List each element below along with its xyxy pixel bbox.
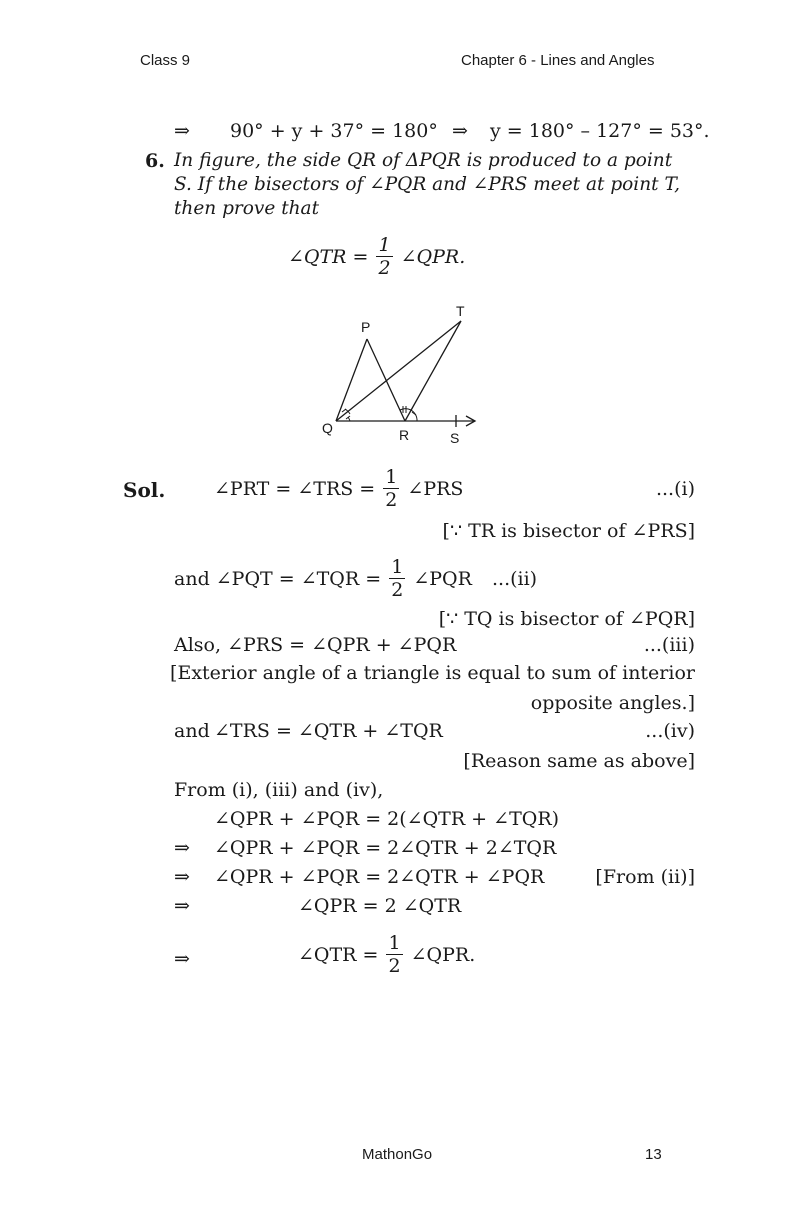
step-2-rhs: ∠PQR	[413, 568, 472, 590]
step-2-fraction	[389, 558, 405, 600]
solution-step-3: Also, ∠PRS = ∠QPR + ∠PQR	[174, 634, 457, 656]
question-line-3: then prove that	[174, 198, 320, 219]
fraction-numerator: 1	[378, 234, 391, 256]
step-1-lhs: ∠PRT = ∠TRS =	[214, 478, 376, 500]
label-p: P	[361, 319, 371, 335]
implies-icon: ⇒	[174, 837, 190, 859]
ref-ii: ...(ii)	[491, 568, 538, 590]
to-prove-fraction	[376, 236, 392, 278]
triangle-figure	[310, 295, 500, 450]
fraction-denominator: 2	[378, 257, 391, 279]
final-equation	[298, 934, 475, 976]
prev-implies-2: ⇒	[452, 120, 468, 142]
reason-1: [∵ TR is bisector of ∠PRS]	[442, 520, 695, 542]
fraction-numerator: 1	[388, 932, 401, 954]
reason-2: [∵ TQ is bisector of ∠PQR]	[438, 608, 695, 630]
fraction-denominator: 2	[388, 955, 401, 977]
derivation-line-1: ∠QPR + ∠PQR = 2(∠QTR + ∠TQR)	[214, 808, 560, 830]
derivation-line-4: ∠QPR = 2 ∠QTR	[298, 895, 462, 917]
reason-3-line-2: opposite angles.]	[530, 692, 695, 714]
final-rhs: ∠QPR.	[410, 944, 476, 966]
label-q: Q	[322, 420, 333, 436]
label-t: T	[456, 303, 465, 319]
to-prove-lhs: ∠QTR =	[288, 246, 369, 268]
fraction-denominator: 2	[385, 489, 398, 511]
implies-icon: ⇒	[174, 895, 190, 917]
side-pr	[367, 339, 405, 421]
step-4-prefix: and	[174, 720, 210, 742]
reason-3-line-1: [Exterior angle of a triangle is equal to sum of interior	[170, 662, 695, 684]
reason-4: [Reason same as above]	[463, 750, 695, 772]
question-line-1: In figure, the side QR of ΔPQR is produced to a point	[174, 150, 673, 171]
solution-step-4: ∠TRS = ∠QTR + ∠TQR	[214, 720, 443, 742]
ref-iii: ...(iii)	[643, 634, 695, 656]
header-class: Class 9	[140, 52, 191, 69]
to-prove-equation	[288, 236, 465, 278]
page-number: 13	[645, 1146, 662, 1163]
ref-i: ...(i)	[655, 478, 695, 500]
ref-iv: ...(iv)	[645, 720, 695, 742]
final-fraction	[386, 934, 402, 976]
to-prove-rhs: ∠QPR.	[400, 246, 466, 268]
solution-step-2	[174, 558, 537, 600]
fraction-numerator: 1	[385, 466, 398, 488]
prev-implies-1: ⇒	[174, 120, 190, 142]
derivation-line-3: ∠QPR + ∠PQR = 2∠QTR + ∠PQR	[214, 866, 545, 888]
fraction-denominator: 2	[391, 579, 404, 601]
step-1-fraction	[383, 468, 399, 510]
footer-brand: MathonGo	[362, 1146, 433, 1163]
label-r: R	[399, 427, 410, 443]
implies-icon: ⇒	[174, 948, 190, 970]
prev-equation-2: y = 180° – 127° = 53°.	[490, 120, 710, 142]
solution-step-1	[214, 468, 463, 510]
bisector-rt	[405, 321, 461, 421]
question-line-2: S. If the bisectors of ∠PQR and ∠PRS meet at point T,	[174, 174, 680, 195]
solution-label: Sol.	[123, 478, 166, 502]
fraction-numerator: 1	[391, 556, 404, 578]
implies-icon: ⇒	[174, 866, 190, 888]
header-chapter: Chapter 6 - Lines and Angles	[461, 52, 655, 69]
derivation-note-3: [From (ii)]	[595, 866, 695, 888]
from-line: From (i), (iii) and (iv),	[174, 779, 384, 801]
question-number: 6.	[145, 150, 165, 172]
final-lhs: ∠QTR =	[298, 944, 379, 966]
label-s: S	[450, 430, 460, 446]
derivation-line-2: ∠QPR + ∠PQR = 2∠QTR + 2∠TQR	[214, 837, 557, 859]
step-1-rhs: ∠PRS	[407, 478, 464, 500]
prev-equation-1: 90° + y + 37° = 180°	[230, 120, 438, 142]
step-2-lhs: and ∠PQT = ∠TQR =	[174, 568, 382, 590]
